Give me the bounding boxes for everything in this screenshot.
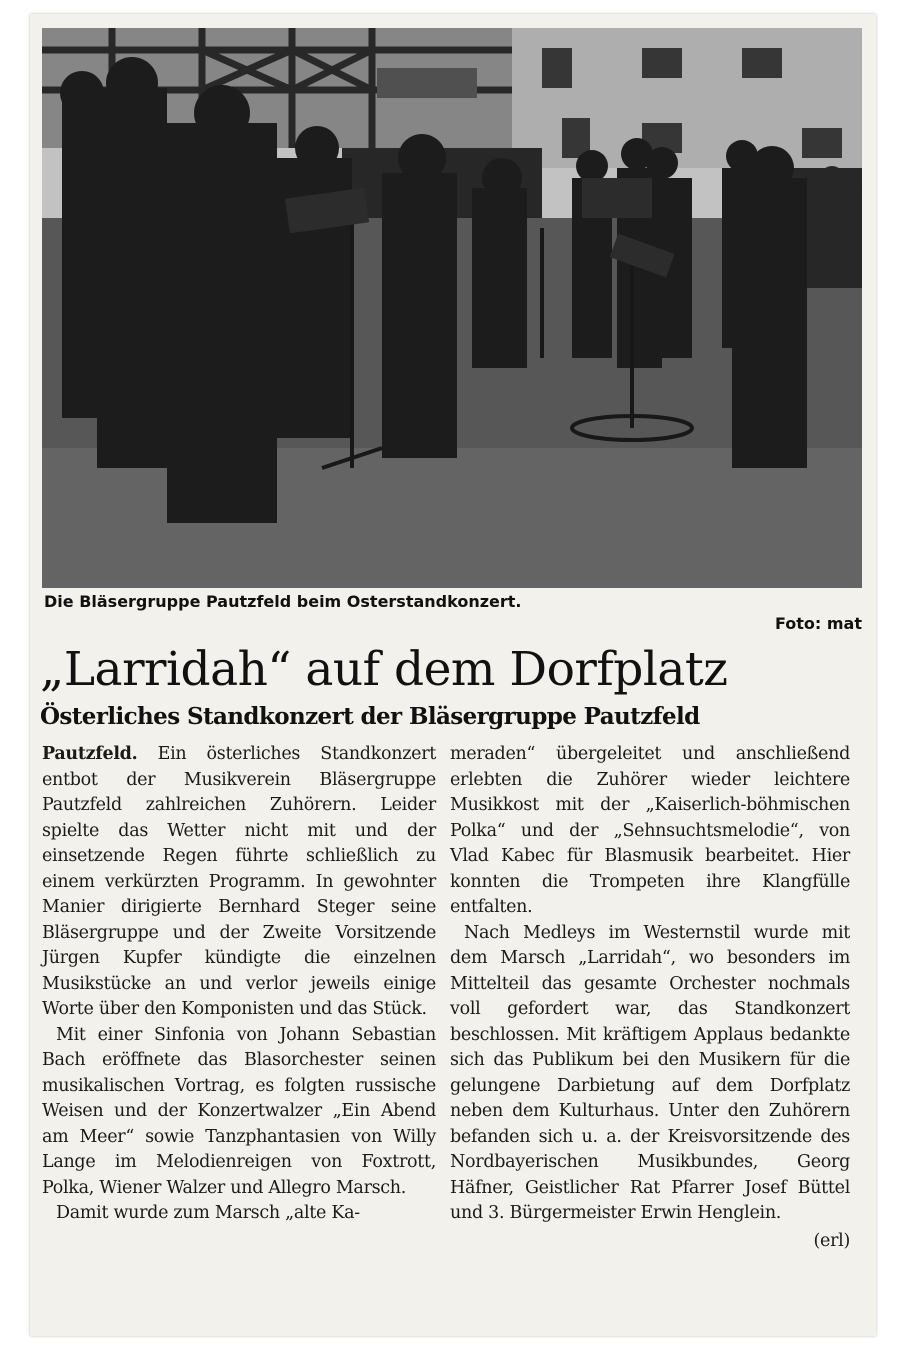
article-column-left xyxy=(42,742,436,1227)
article-paragraph-text: Ein österliches Standkonzert entbot der Musikverein Bläsergruppe Pautzfeld zahlreichen Zuhörern. Leider spielte das Wetter nicht mit und der einsetzende Regen führte schließlich zu einem verkürzten Programm. In gewohnter Manier dirigierte Bernhard Steger seine Bläsergruppe und der Zweite Vorsitzende Jürgen Kupfer kündigte die einzelnen Musikstücke an und verlor jeweils einige Worte über den Komponisten und das Stück. xyxy=(42,744,436,1019)
article-paragraph: Nach Medleys im Westernstil wurde mit dem Marsch „Larridah“, wo besonders im Mittelteil das gesamte Orchester nochmals voll gefordert war, das Standkonzert beschlossen. Mit kräftigem Applaus bedankte sich das Publikum bei den Musikern für die gelungene Darbietung auf dem Dorfplatz neben dem Kulturhaus. Unter den Zuhörern befanden sich u. a. der Kreisvorsitzende des Nordbayerischen Musikbundes, Georg Häfner, Geistlicher Rat Pfarrer Josef Büttel und 3. Bürgermeister Erwin Henglein. xyxy=(450,922,850,1223)
article-paragraph: meraden“ übergeleitet und anschließend erlebten die Zuhörer wieder leichtere Musikkost mit der „Kaiserlich-böhmischen Polka“ und der „Sehnsuchtsmelodie“, von Vlad Kabec für Blasmusik bearbeitet. Hier konnten die Trompeten ihre Klangfülle entfalten. xyxy=(450,744,850,917)
article-paragraph: Mit einer Sinfonia von Johann Sebastian Bach eröffnete das Blasorchester seinen musikalischen Vortrag, es folgten russische Weisen und der Konzertwalzer „Ein Abend am Meer“ sowie Tanzphantasien von Willy Lange im Melodienreigen von Foxtrott, Polka, Wiener Walzer und Allegro Marsch. xyxy=(42,1024,436,1198)
article-subheadline: Österliches Standkonzert der Bläsergruppe Pautzfeld xyxy=(40,703,700,730)
article-headline: „Larridah“ auf dem Dorfplatz xyxy=(40,642,728,697)
photo-grain xyxy=(42,28,862,588)
author-signature: (erl) xyxy=(813,1230,850,1251)
band-photo xyxy=(42,28,862,588)
article-paragraph: Damit wurde zum Marsch „alte Ka- xyxy=(56,1203,360,1223)
article-paragraph xyxy=(42,742,436,1023)
band-photo-illustration xyxy=(42,28,862,588)
newspaper-clipping xyxy=(30,14,876,1336)
article-column-right xyxy=(450,742,850,1254)
photo-caption: Die Bläsergruppe Pautzfeld beim Osterstandkonzert. xyxy=(44,592,522,611)
article-dateline: Pautzfeld. xyxy=(42,744,138,764)
photo-credit: Foto: mat xyxy=(775,614,862,633)
